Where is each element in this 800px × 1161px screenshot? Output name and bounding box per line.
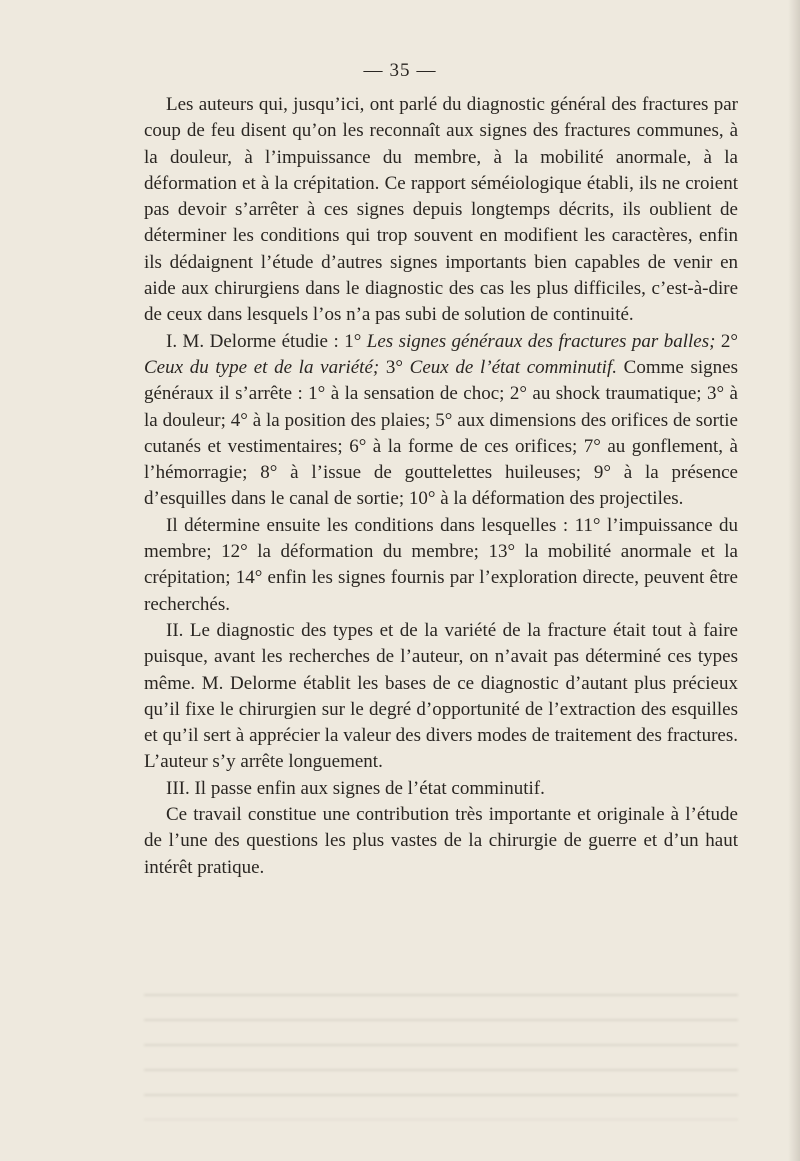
paragraph-2-italic: Ceux de l’état comminutif. [409, 356, 617, 378]
paragraph-6: Ce travail constitue une contribution très importante et originale à l’étude de l’une des questions les plus vastes de la chirurgie de guerre et d’un haut intérêt pratique. [144, 804, 738, 878]
page-edge-shadow [788, 0, 800, 1161]
paragraph-1: Les auteurs qui, jusqu’ici, ont parlé du diagnostic général des fractures par coup de feu disent qu’on les reconnaît aux signes des fractures communes, à la douleur, à l’impuissance du membre, à la mobilité anormale, à la déformation et à la crépitation. Ce rapport séméiologique établi, ils ne croient pas devoir s’arrêter à ces signes depuis longtemps décrits, ils oublient de déterminer les conditions qui trop souvent en modifient les caractères, enfin ils dédaignent l’étude d’autres signes importants bien capables de venir en aide aux chirurgiens dans le diagnostic des cas les plus difficiles, c’est-à-dire de ceux dans lesquels l’os n’a pas subi de solution de continuité. [144, 94, 738, 326]
page-number-value: 35 [389, 60, 411, 81]
paragraph-5: III. Il passe enfin aux signes de l’état comminutif. [166, 777, 545, 799]
paragraph-2-part: I. M. Delorme étudie : 1° [166, 330, 367, 352]
paragraph-2 [144, 329, 738, 513]
paragraph-2-italic: Ceux du type et de la variété; [144, 356, 380, 378]
paragraph-2-italic: Les signes généraux des fractures par balles; [366, 330, 716, 352]
paragraph-3: Il détermine ensuite les conditions dans lesquelles : 11° l’impuissance du membre; 12° la déformation du membre; 13° la mobilité anormale et la crépitation; 14° enfin les signes fournis par l’exploration directe, peuvent être recherchés. [144, 514, 738, 615]
paragraph-2-part: Comme signes généraux il s’arrête : 1° à la sensation de choc; 2° au shock traumatique; 3° à la douleur; 4° à la position des plaies; 5° aux dimensions des orifices de sortie cutanés et vestimentaires; 6° à la forme de ces orifices; 7° au gonflement, à l’hémorragie; 8° à l’issue de gouttelettes huileuses; 9° à la présence d’esquilles dans le canal de sortie; 10° à la déformation des projectiles. [144, 356, 739, 510]
bleed-through-texture [144, 980, 738, 1120]
paragraph-4: II. Le diagnostic des types et de la variété de la fracture était tout à faire puisque, avant les recherches de l’auteur, on n’avait pas déterminé ces types même. M. Delorme établit les bases de ce diagnostic d’autant plus précieux qu’il fixe le chirurgien sur le degré d’opportunité de l’extraction des esquilles et qu’il sert à apprécier la valeur des divers modes de traitement des fractures. L’auteur s’y arrête longuement. [144, 619, 738, 773]
paragraph-2-part: 2° [715, 330, 738, 352]
paragraph-2-part: 3° [379, 356, 410, 378]
page-number: — 35 — [363, 60, 437, 81]
body-text [144, 92, 738, 881]
